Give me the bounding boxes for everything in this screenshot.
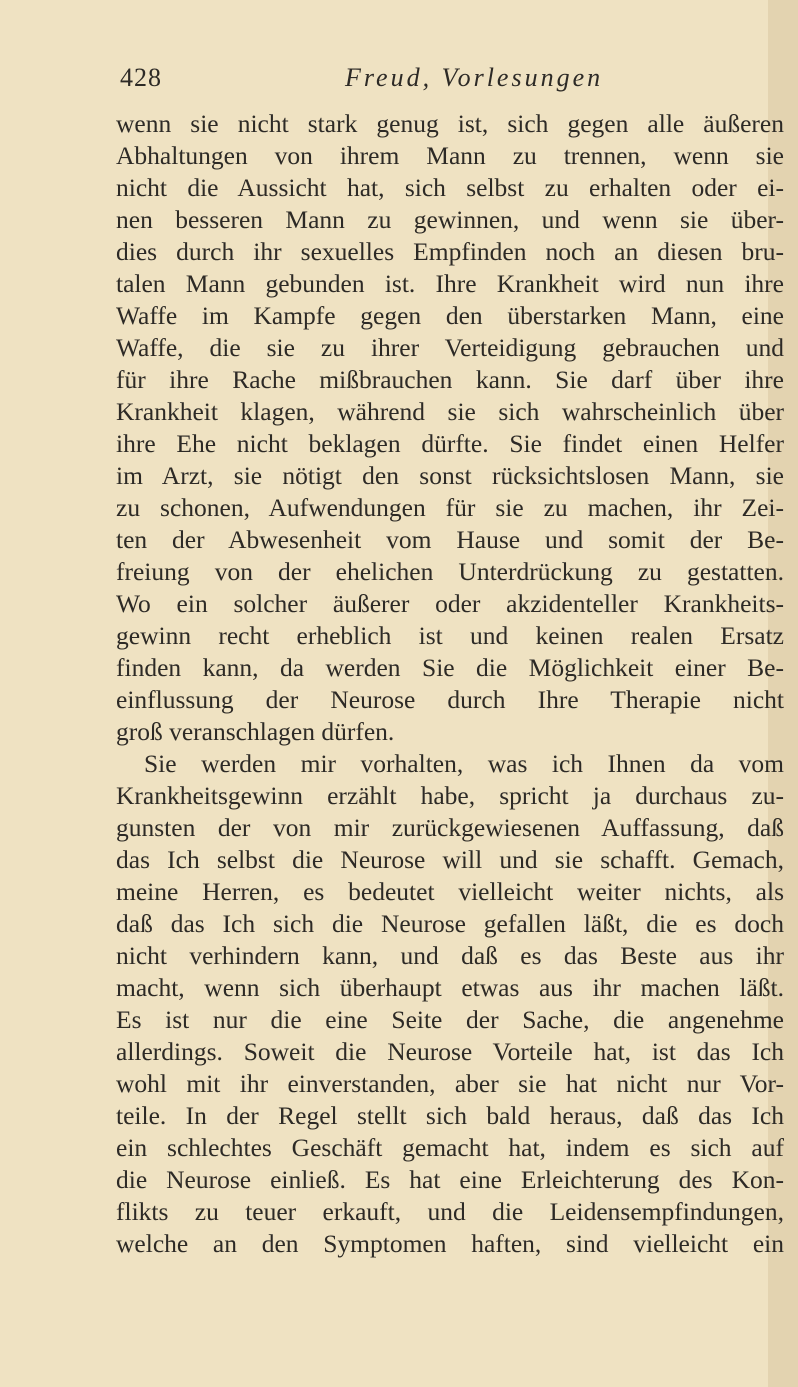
text-line: ihre Ehe nicht beklagen dürfte. Sie findet einen Helfer <box>116 429 784 458</box>
text-line: ein schlechtes Geschäft gemacht hat, indem es sich auf <box>116 1133 784 1162</box>
text-line: meine Herren, es bedeutet vielleicht weiter nichts, als <box>116 877 784 906</box>
text-line: im Arzt, sie nötigt den sonst rücksichtslosen Mann, sie <box>116 461 784 490</box>
text-line: wenn sie nicht stark genug ist, sich gegen alle äußeren <box>116 109 784 138</box>
text-line: finden kann, da werden Sie die Möglichkeit einer Be- <box>116 653 784 682</box>
text-line: flikts zu teuer erkauft, und die Leidensempfindungen, <box>116 1197 784 1226</box>
text-line: die Neurose einließ. Es hat eine Erleichterung des Kon- <box>116 1165 784 1194</box>
text-line: allerdings. Soweit die Neurose Vorteile hat, ist das Ich <box>116 1037 784 1066</box>
text-line: teile. In der Regel stellt sich bald heraus, daß das Ich <box>116 1101 784 1130</box>
text-line: das Ich selbst die Neurose will und sie schafft. Gemach, <box>116 845 784 874</box>
text-line: nicht verhindern kann, und daß es das Beste aus ihr <box>116 941 784 970</box>
body-text <box>116 108 784 1260</box>
text-line: Waffe im Kampfe gegen den überstarken Mann, eine <box>116 301 784 330</box>
text-line: daß das Ich sich die Neurose gefallen läßt, die es doch <box>116 909 784 938</box>
text-line: Waffe, die sie zu ihrer Verteidigung gebrauchen und <box>116 333 784 362</box>
text-line: gunsten der von mir zurückgewiesenen Auffassung, daß <box>116 813 784 842</box>
paragraph-start-line: Sie werden mir vorhalten, was ich Ihnen da vom <box>144 749 784 778</box>
text-line: wohl mit ihr einverstanden, aber sie hat nicht nur Vor- <box>116 1069 784 1098</box>
text-line: Abhaltungen von ihrem Mann zu trennen, wenn sie <box>116 141 784 170</box>
text-line: zu schonen, Aufwendungen für sie zu machen, ihr Zei- <box>116 493 784 522</box>
text-line: freiung von der ehelichen Unterdrückung zu gestatten. <box>116 557 784 586</box>
text-line: nicht die Aussicht hat, sich selbst zu erhalten oder ei- <box>116 173 784 202</box>
text-line: einflussung der Neurose durch Ihre Therapie nicht <box>116 685 784 714</box>
text-line: welche an den Symptomen haften, sind vielleicht ein <box>116 1229 784 1258</box>
text-line: Krankheit klagen, während sie sich wahrscheinlich über <box>116 397 784 426</box>
paragraph-end-line: groß veranschlagen dürfen. <box>116 717 395 746</box>
text-line: für ihre Rache mißbrauchen kann. Sie darf über ihre <box>116 365 784 394</box>
text-line: Es ist nur die eine Seite der Sache, die angenehme <box>116 1005 784 1034</box>
text-line: Krankheitsgewinn erzählt habe, spricht ja durchaus zu- <box>116 781 784 810</box>
text-line: nen besseren Mann zu gewinnen, und wenn sie über- <box>116 205 784 234</box>
text-line: macht, wenn sich überhaupt etwas aus ihr machen läßt. <box>116 973 784 1002</box>
page-number: 428 <box>120 63 162 92</box>
text-line: talen Mann gebunden ist. Ihre Krankheit wird nun ihre <box>116 269 784 298</box>
text-line: gewinn recht erheblich ist und keinen realen Ersatz <box>116 621 784 650</box>
text-line: ten der Abwesenheit vom Hause und somit der Be- <box>116 525 784 554</box>
page-header <box>120 58 760 98</box>
text-line: Wo ein solcher äußerer oder akzidenteller Krankheits- <box>116 589 784 618</box>
running-title: Freud, Vorlesungen <box>345 63 604 92</box>
text-line: dies durch ihr sexuelles Empfinden noch an diesen bru- <box>116 237 784 266</box>
